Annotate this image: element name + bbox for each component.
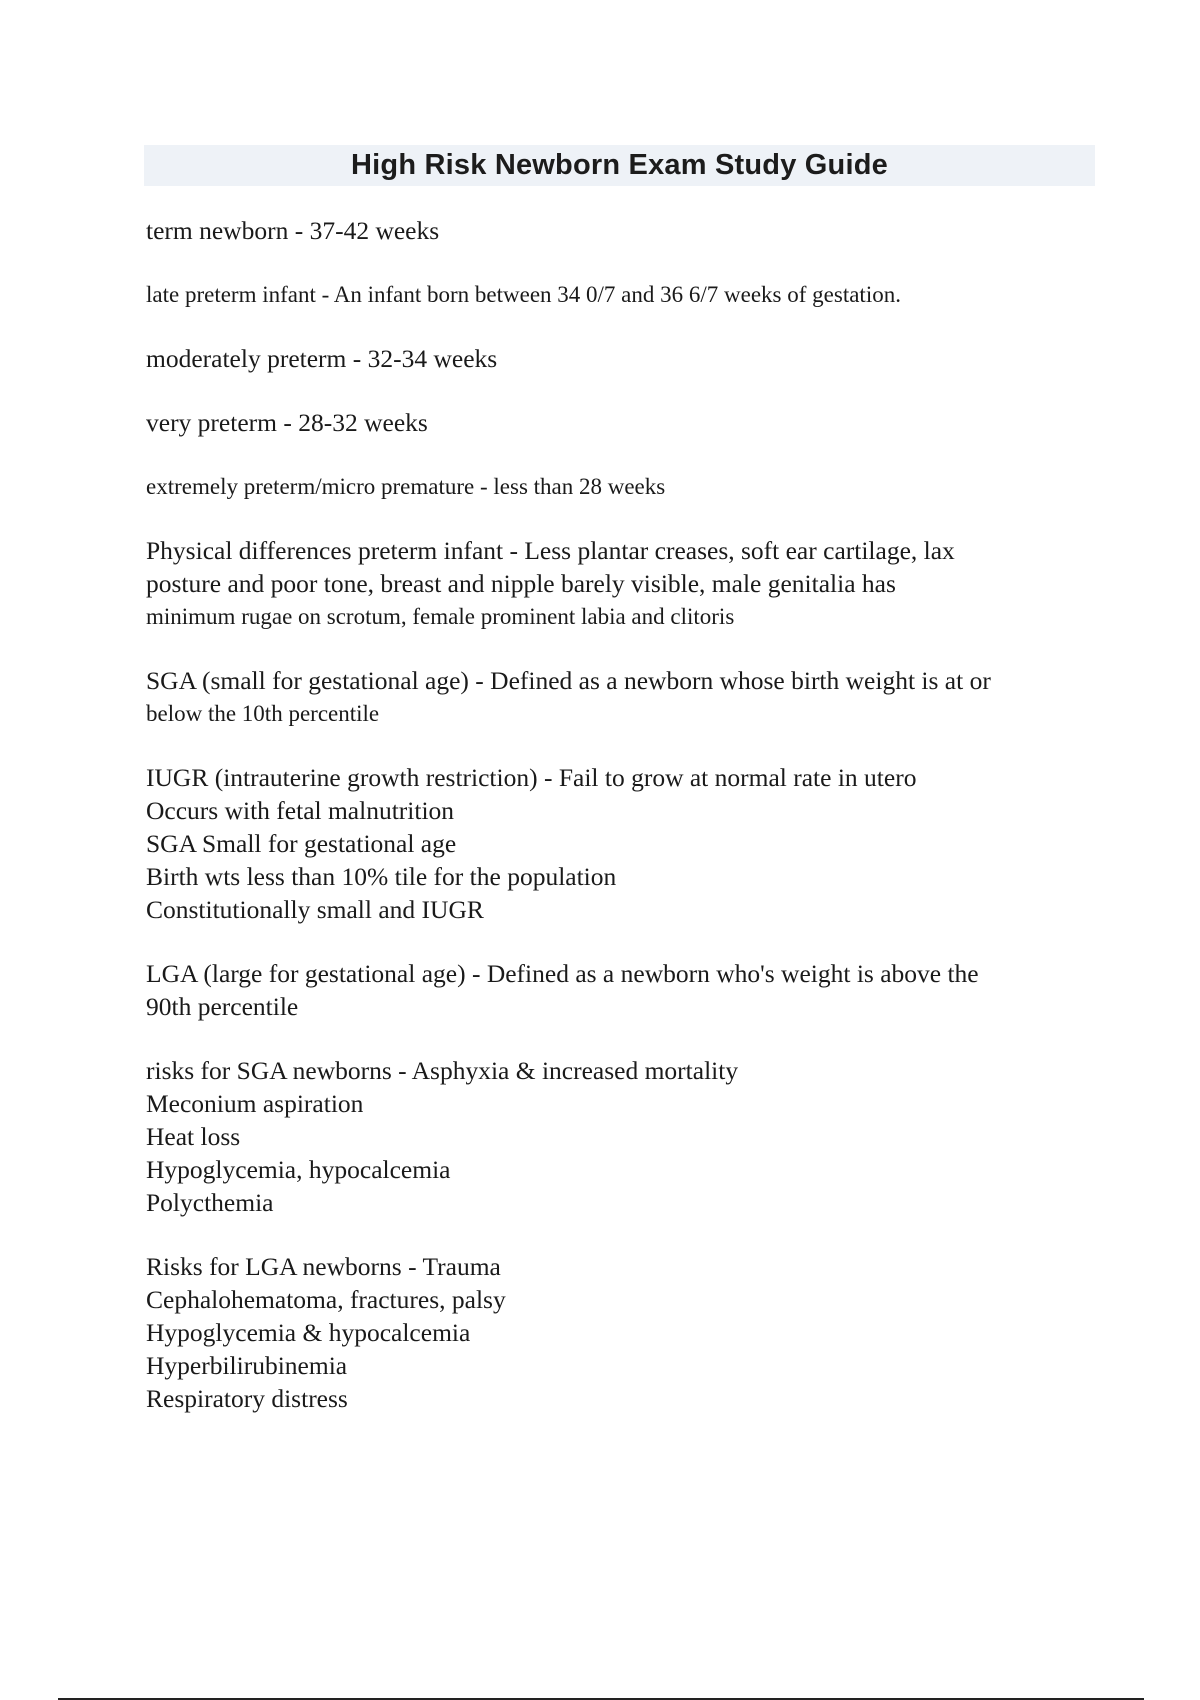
entry-line: 90th percentile — [146, 992, 299, 1021]
entry-line: posture and poor tone, breast and nipple barely visible, male genitalia has — [146, 569, 896, 598]
entry-line: late preterm infant - An infant born between 34 0/7 and 36 6/7 weeks of gestation. — [146, 282, 901, 307]
entry-extremely-preterm — [146, 470, 1096, 503]
entry-sga-risks — [146, 1054, 1096, 1219]
entry-physical-differences — [146, 534, 1096, 633]
entry-line: Heat loss — [146, 1122, 241, 1151]
entry-line: Respiratory distress — [146, 1384, 348, 1413]
entry-line: Hypoglycemia, hypocalcemia — [146, 1155, 451, 1184]
title-bar — [144, 145, 1095, 186]
entry-line: very preterm - 28-32 weeks — [146, 408, 428, 437]
entry-line: Occurs with fetal malnutrition — [146, 796, 455, 825]
entry-sga — [146, 664, 1096, 730]
entry-lga — [146, 957, 1096, 1023]
entry-term-newborn — [146, 214, 1096, 247]
entry-line: Birth wts less than 10% tile for the population — [146, 862, 617, 891]
entry-line: moderately preterm - 32-34 weeks — [146, 344, 498, 373]
entry-line: SGA (small for gestational age) - Defined as a newborn whose birth weight is at or — [146, 666, 991, 695]
entry-moderately-preterm — [146, 342, 1096, 375]
entry-line: extremely preterm/micro premature - less than 28 weeks — [146, 474, 666, 499]
entry-line: Meconium aspiration — [146, 1089, 364, 1118]
entry-line: Physical differences preterm infant - Less plantar creases, soft ear cartilage, lax — [146, 536, 955, 565]
document-title: High Risk Newborn Exam Study Guide — [351, 149, 888, 181]
entry-line: Constitutionally small and IUGR — [146, 895, 484, 924]
entry-lga-risks — [146, 1250, 1096, 1415]
entry-line: Polycthemia — [146, 1188, 274, 1217]
entry-line: Risks for LGA newborns - Trauma — [146, 1252, 501, 1281]
study-guide-content — [146, 214, 1096, 1415]
entry-late-preterm — [146, 278, 1096, 311]
entry-line: term newborn - 37-42 weeks — [146, 216, 440, 245]
entry-line: LGA (large for gestational age) - Defined as a newborn who's weight is above the — [146, 959, 979, 988]
entry-line: Hypoglycemia & hypocalcemia — [146, 1318, 471, 1347]
entry-line: Cephalohematoma, fractures, palsy — [146, 1285, 506, 1314]
entry-line: SGA Small for gestational age — [146, 829, 457, 858]
entry-line: risks for SGA newborns - Asphyxia & increased mortality — [146, 1056, 739, 1085]
entry-iugr — [146, 761, 1096, 926]
entry-line: Hyperbilirubinemia — [146, 1351, 348, 1380]
entry-line: IUGR (intrauterine growth restriction) - Fail to grow at normal rate in utero — [146, 763, 917, 792]
entry-line: minimum rugae on scrotum, female prominent labia and clitoris — [146, 604, 735, 629]
entry-line: below the 10th percentile — [146, 701, 380, 726]
entry-very-preterm — [146, 406, 1096, 439]
